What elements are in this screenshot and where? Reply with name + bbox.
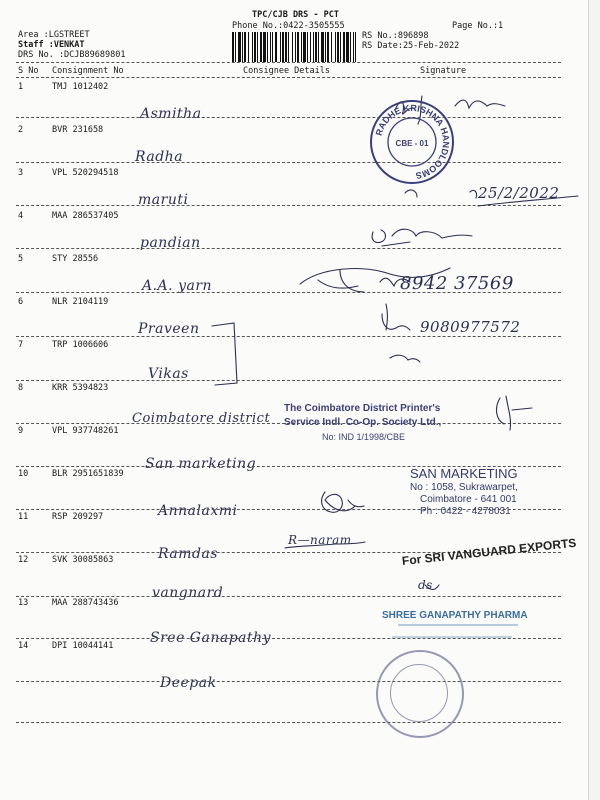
handwritten-signature: ds: [418, 578, 433, 592]
barcode-bar: [285, 32, 287, 62]
barcode-bar: [242, 32, 243, 62]
barcode-bar: [272, 32, 273, 62]
divider: [16, 722, 561, 723]
barcode-bar: [303, 32, 306, 62]
barcode-bar: [244, 32, 246, 62]
row-consignment: MAA 286537405: [52, 211, 119, 221]
round-stamp-inner: [390, 664, 448, 722]
consignee-handwritten: Praveen: [138, 321, 200, 337]
barcode-bar: [318, 32, 319, 62]
stamp-smudge: [398, 624, 518, 626]
divider: [16, 380, 561, 381]
barcode: [232, 32, 356, 62]
area-label: Area :LGSTREET: [18, 30, 90, 40]
row-consignment: TMJ 1012402: [52, 82, 109, 92]
row-sno: 9: [18, 426, 24, 436]
row-sno: 7: [18, 340, 24, 350]
printers-stamp-line: The Coimbatore District Printer's: [284, 403, 441, 414]
printers-stamp-line: No: IND 1/1998/CBE: [322, 432, 406, 442]
row-sno: 1: [18, 82, 24, 92]
barcode-bar: [232, 32, 234, 62]
barcode-bar: [331, 32, 332, 62]
barcode-bar: [346, 32, 349, 62]
printers-stamp-line: Service Indl. Co-Op. Society Ltd.,: [284, 417, 442, 428]
page-number: Page No.:1: [452, 21, 504, 31]
barcode-bar: [280, 32, 281, 62]
radhe-krishna-stamp: [368, 98, 456, 186]
consignee-handwritten: Deepak: [160, 675, 217, 691]
barcode-bar: [355, 32, 356, 62]
barcode-bar: [325, 32, 326, 62]
row-sno: 12: [18, 555, 29, 565]
barcode-bar: [353, 32, 354, 62]
table-row: [0, 82, 588, 125]
ganapathy-stamp: SHREE GANAPATHY PHARMA: [382, 610, 528, 621]
barcode-bar: [275, 32, 277, 62]
barcode-bar: [292, 32, 293, 62]
row-consignment: DPI 10044141: [52, 641, 114, 651]
row-consignment: BVR 231658: [52, 125, 104, 135]
stamp-smudge: [392, 636, 512, 638]
col-signature: Signature: [420, 66, 467, 76]
table-row: [0, 555, 588, 601]
divider: [16, 62, 561, 63]
row-sno: 8: [18, 383, 24, 393]
barcode-bar: [252, 32, 253, 62]
consignee-handwritten: Sree Ganapathy: [150, 630, 272, 646]
round-stamp: [376, 650, 464, 738]
row-consignment: BLR 2951651839: [52, 469, 124, 479]
divider: [16, 205, 561, 206]
drs-number: DRS No. :DCJB89689801: [18, 50, 126, 60]
row-consignment: KRR 5394823: [52, 383, 109, 393]
barcode-bar: [257, 32, 258, 62]
consignee-handwritten: Radha: [135, 149, 184, 165]
row-consignment: TRP 1006606: [52, 340, 109, 350]
consignee-handwritten: maruti: [138, 192, 189, 208]
row-sno: 10: [18, 469, 29, 479]
table-row: [0, 340, 588, 383]
barcode-bar: [235, 32, 236, 62]
consignee-handwritten: pandian: [140, 235, 201, 251]
barcode-bar: [315, 32, 317, 62]
vanguard-stamp: For SRI VANGUARD EXPORTS: [401, 535, 577, 568]
divider: [16, 638, 561, 639]
stamp-seal: [368, 98, 456, 186]
row-sno: 2: [18, 125, 24, 135]
barcode-bar: [350, 32, 351, 62]
handwritten-signature: R—naram: [288, 533, 352, 547]
row-sno: 11: [18, 512, 29, 522]
barcode-bar: [288, 32, 289, 62]
row-sno: 14: [18, 641, 29, 651]
row-consignment: SVK 30085863: [52, 555, 114, 565]
consignee-handwritten: Vikas: [148, 366, 189, 382]
svg-text:RADHE KRISHNA HANDLOOMS: RADHE KRISHNA HANDLOOMS: [373, 102, 452, 181]
san-stamp-phone: Ph : 0422 - 4278031: [420, 506, 511, 517]
row-sno: 4: [18, 211, 24, 221]
col-consignment: Consignment No: [52, 66, 124, 76]
consignee-handwritten: San marketing: [145, 456, 257, 472]
barcode-bar: [313, 32, 314, 62]
divider: [16, 117, 561, 118]
col-consignee: Consignee Details: [243, 66, 330, 76]
barcode-bar: [297, 32, 299, 62]
table-row: [0, 426, 588, 472]
svg-text:CBE - 01: CBE - 01: [395, 139, 429, 148]
san-stamp-address: No : 1058, Sukrawarpet,: [410, 482, 518, 493]
consignee-handwritten: Annalaxmi: [158, 503, 238, 519]
divider: [16, 596, 561, 597]
divider: [16, 162, 561, 163]
barcode-bar: [340, 32, 341, 62]
table-row: [0, 641, 588, 691]
rs-date: RS Date:25-Feb-2022: [362, 41, 460, 51]
row-sno: 5: [18, 254, 24, 264]
barcode-bar: [282, 32, 284, 62]
row-sno: 6: [18, 297, 24, 307]
row-consignment: RSP 209297: [52, 512, 104, 522]
barcode-bar: [343, 32, 345, 62]
barcode-bar: [248, 32, 249, 62]
barcode-bar: [337, 32, 339, 62]
rs-number: RS No.:896898: [362, 31, 429, 41]
row-consignment: NLR 2104119: [52, 297, 109, 307]
row-consignment: VPL 937748261: [52, 426, 119, 436]
barcode-bar: [254, 32, 256, 62]
divider: [16, 336, 561, 337]
row-sno: 3: [18, 168, 24, 178]
handwritten-phone: 8942 37569: [400, 273, 514, 294]
divider: [16, 248, 561, 249]
barcode-bar: [321, 32, 324, 62]
sheet-title: TPC/CJB DRS - PCT: [252, 10, 339, 20]
barcode-bar: [335, 32, 336, 62]
consignee-handwritten: A.A. yarn: [142, 278, 213, 294]
handwritten-phone: 9080977572: [420, 318, 521, 336]
handwritten-date: 25/2/2022: [478, 184, 560, 202]
consignee-handwritten: Asmitha: [140, 106, 202, 122]
row-consignment: VPL 520294518: [52, 168, 119, 178]
phone-number: Phone No.:0422-3505555: [232, 21, 345, 31]
staff-label: Staff :VENKAT: [18, 40, 85, 50]
barcode-bar: [260, 32, 262, 62]
barcode-bar: [310, 32, 311, 62]
consignee-handwritten: Coimbatore district: [132, 411, 271, 426]
san-stamp-name: SAN MARKETING: [410, 466, 518, 481]
consignee-handwritten: Ramdas: [158, 546, 218, 562]
col-sno: S No: [18, 66, 39, 76]
barcode-bar: [301, 32, 302, 62]
consignee-handwritten: vangnard: [152, 585, 224, 601]
divider: [16, 77, 561, 78]
barcode-bar: [270, 32, 271, 62]
barcode-bar: [238, 32, 241, 62]
barcode-bar: [307, 32, 308, 62]
row-consignment: MAA 288743436: [52, 598, 119, 608]
barcode-bar: [295, 32, 296, 62]
divider: [16, 681, 561, 682]
barcode-bar: [327, 32, 329, 62]
row-consignment: STY 28556: [52, 254, 99, 264]
barcode-bar: [263, 32, 266, 62]
barcode-bar: [267, 32, 268, 62]
san-stamp-address: Coimbatore - 641 001: [420, 494, 517, 505]
row-sno: 13: [18, 598, 29, 608]
